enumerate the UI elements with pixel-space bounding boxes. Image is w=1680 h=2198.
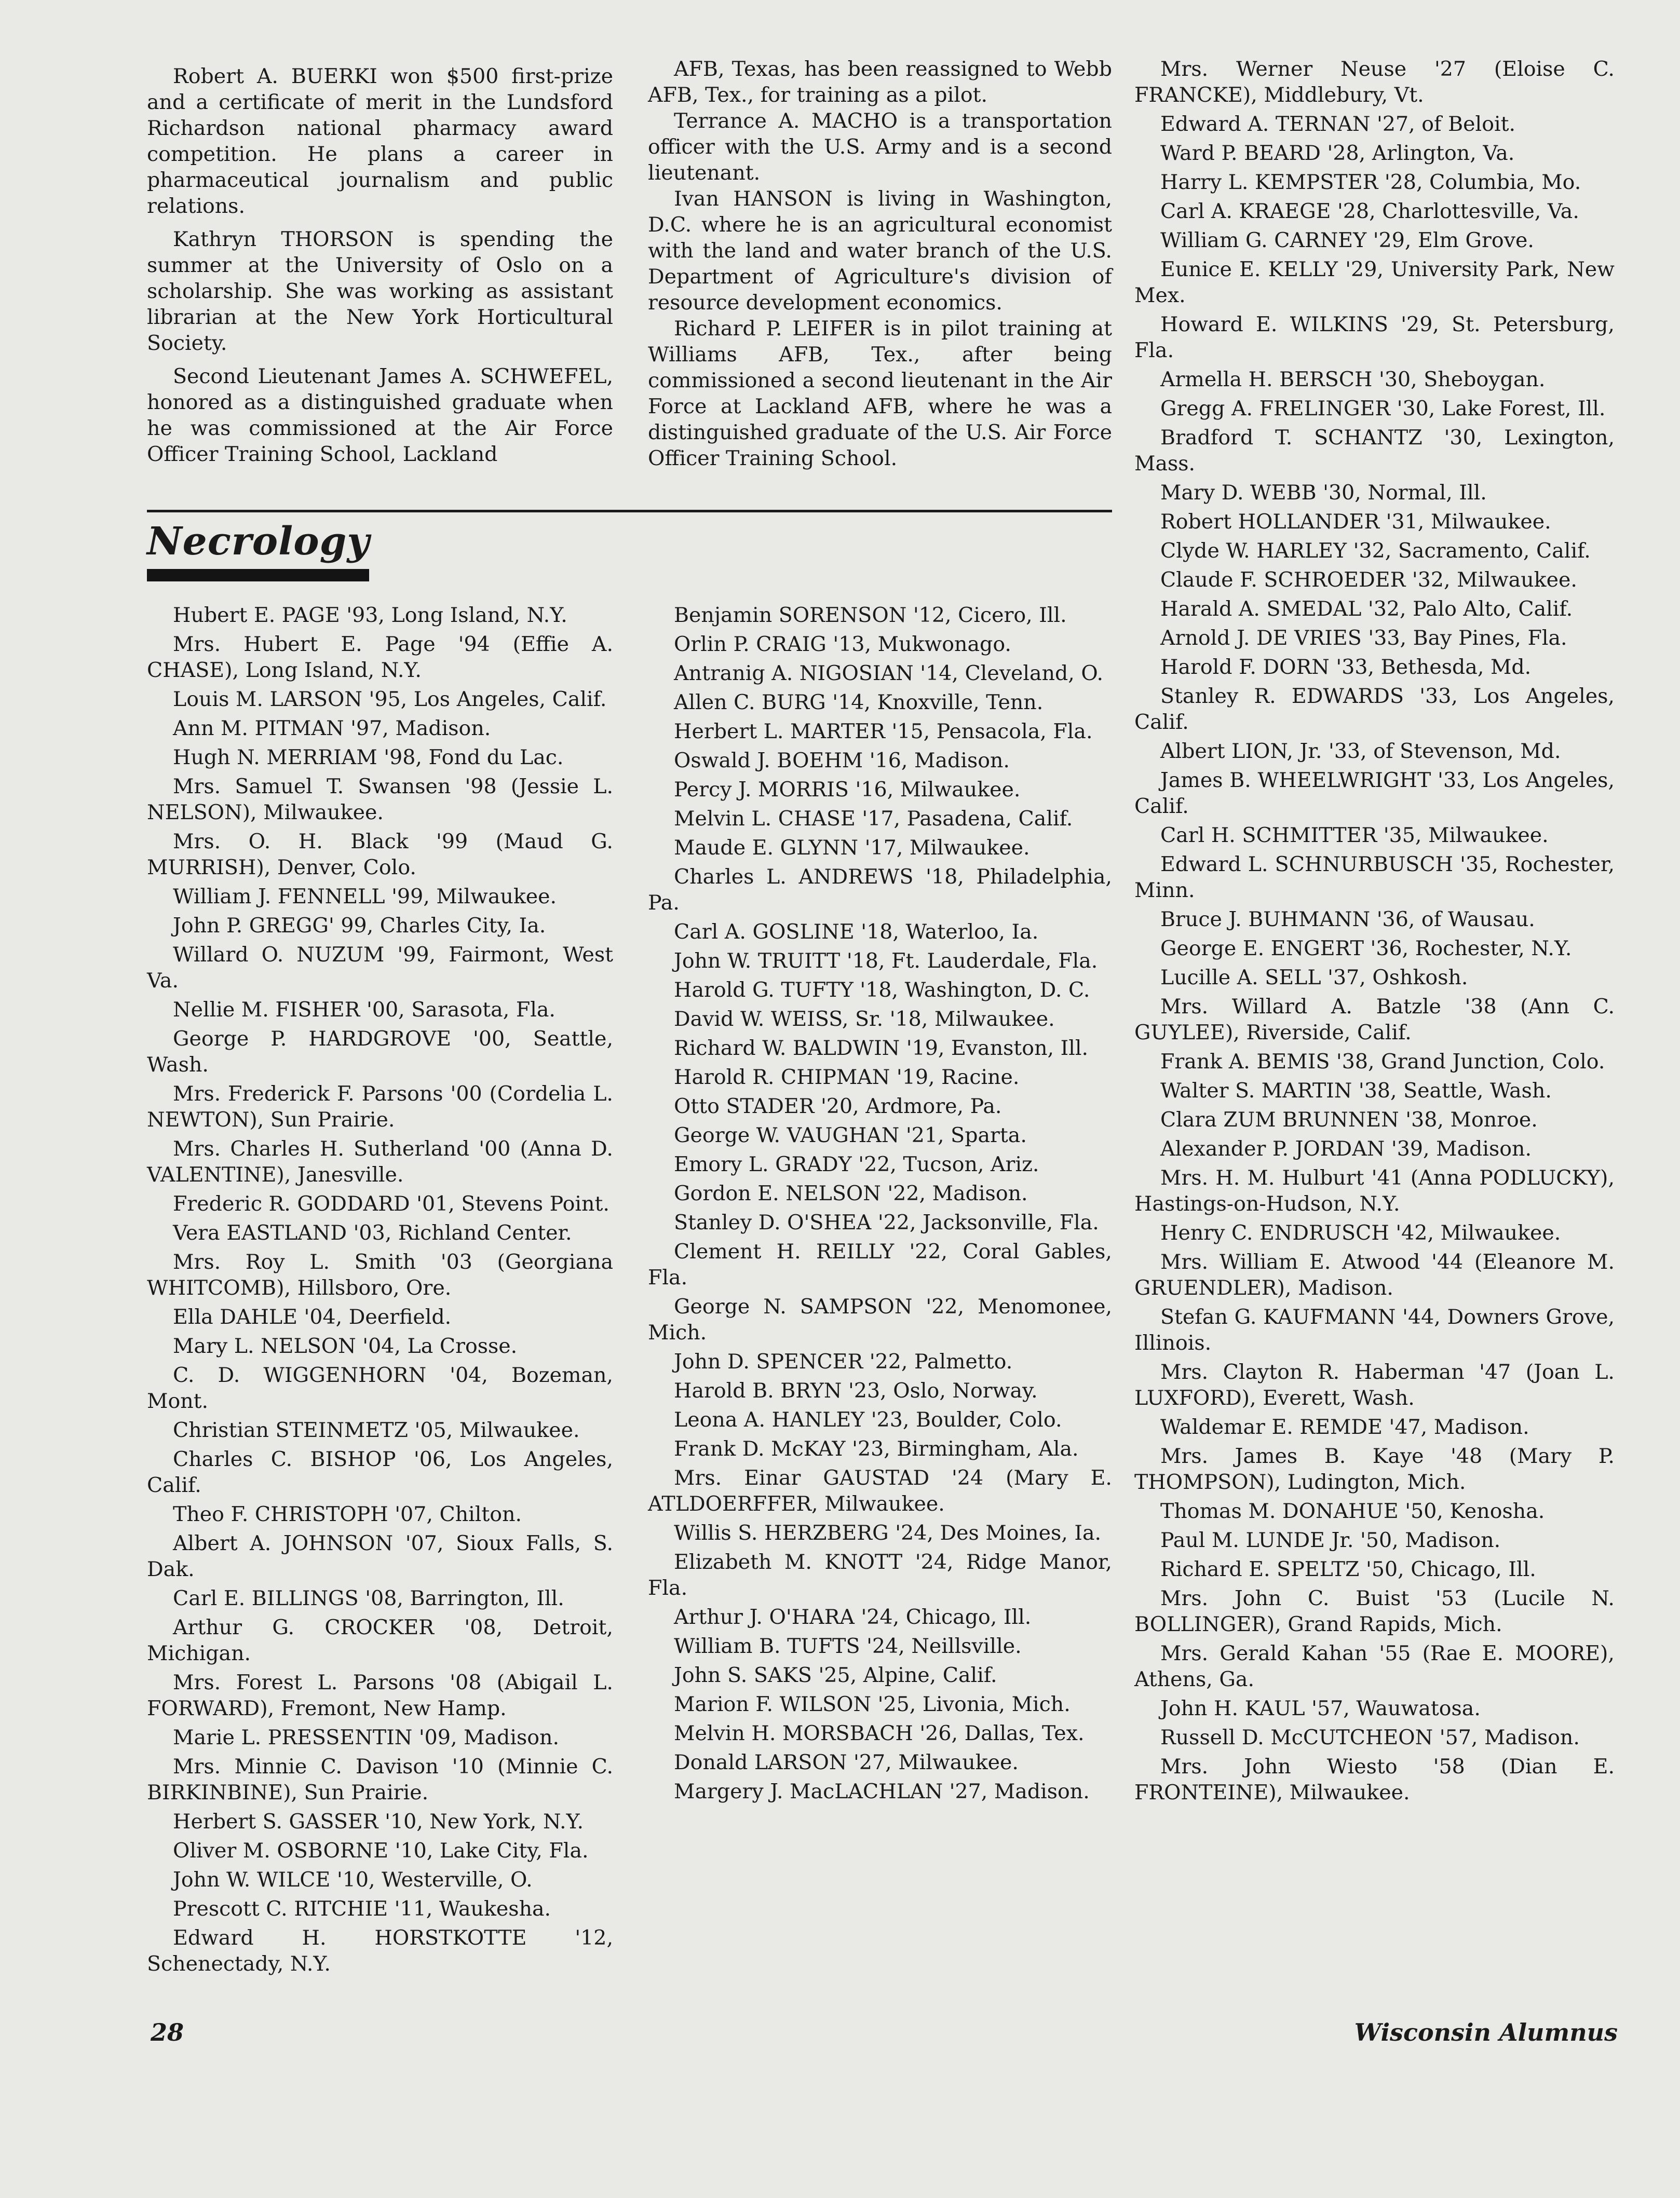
- necrology-entry: Bruce J. BUHMANN '36, of Wausau.: [1160, 907, 1535, 931]
- necrology-entry: Hugh N. MERRIAM '98, Fond du Lac.: [173, 745, 564, 769]
- necrology-entry: Harry L. KEMPSTER '28, Columbia, Mo.: [1160, 170, 1581, 194]
- necrology-entry: George N. SAMPSON '22, Menomonee, Mich.: [648, 1295, 1112, 1345]
- necrology-heading-underline: [147, 569, 369, 581]
- necrology-entry: Harald A. SMEDAL '32, Palo Alto, Calif.: [1160, 597, 1573, 621]
- necrology-entry: Mary D. WEBB '30, Normal, Ill.: [1160, 481, 1487, 505]
- necrology-entry: Willard O. NUZUM '99, Fairmont, West Va.: [147, 943, 613, 993]
- necrology-entry: Albert A. JOHNSON '07, Sioux Falls, S. Dak.: [147, 1531, 613, 1581]
- necrology-entry: Leona A. HANLEY '23, Boulder, Colo.: [674, 1408, 1062, 1432]
- necrology-entry: Mrs. Clayton R. Haberman '47 (Joan L. LUXFORD), Everett, Wash.: [1134, 1360, 1615, 1410]
- necrology-entry: Vera EASTLAND '03, Richland Center.: [173, 1221, 572, 1245]
- necrology-entry: Mrs. H. M. Hulburt '41 (Anna PODLUCKY), Hastings-on-Hudson, N.Y.: [1134, 1166, 1615, 1216]
- necrology-entry: Margery J. MacLACHLAN '27, Madison.: [674, 1780, 1090, 1803]
- necrology-entry: Walter S. MARTIN '38, Seattle, Wash.: [1160, 1079, 1552, 1103]
- magazine-title: Wisconsin Alumnus: [1354, 2018, 1618, 2046]
- necrology-entry: Arthur G. CROCKER '08, Detroit, Michigan.: [147, 1616, 613, 1665]
- alumni-note-paragraph: Second Lieutenant James A. SCHWEFEL, honored as a distinguished graduate when he was commissioned at the Air Force Officer Training School, Lackland: [147, 364, 613, 466]
- necrology-entry: Donald LARSON '27, Milwaukee.: [674, 1751, 1019, 1774]
- necrology-entry: Frederic R. GODDARD '01, Stevens Point.: [173, 1192, 609, 1216]
- necrology-entry: William B. TUFTS '24, Neillsville.: [674, 1634, 1022, 1658]
- necrology-entry: Mrs. Hubert E. Page '94 (Effie A. CHASE), Long Island, N.Y.: [147, 632, 613, 682]
- necrology-entry: Marie L. PRESSENTIN '09, Madison.: [173, 1726, 560, 1749]
- alumni-note-paragraph: Terrance A. MACHO is a transportation officer with the U.S. Army and is a second lieutenant.: [648, 109, 1112, 185]
- necrology-entry: Armella H. BERSCH '30, Sheboygan.: [1160, 368, 1546, 391]
- necrology-entry: Christian STEINMETZ '05, Milwaukee.: [173, 1418, 580, 1442]
- necrology-entry: John P. GREGG' 99, Charles City, Ia.: [173, 914, 546, 938]
- necrology-entry: Mrs. Charles H. Sutherland '00 (Anna D. VALENTINE), Janesville.: [147, 1137, 613, 1187]
- necrology-entry: Charles C. BISHOP '06, Los Angeles, Calif.: [147, 1447, 613, 1497]
- necrology-entry: Louis M. LARSON '95, Los Angeles, Calif.: [173, 687, 607, 711]
- necrology-entry: John H. KAUL '57, Wauwatosa.: [1160, 1697, 1481, 1720]
- necrology-entry: Claude F. SCHROEDER '32, Milwaukee.: [1160, 568, 1577, 592]
- necrology-entry: Henry C. ENDRUSCH '42, Milwaukee.: [1160, 1221, 1561, 1245]
- alumni-note-paragraph: Richard P. LEIFER is in pilot training at Williams AFB, Tex., after being commissioned a second lieutenant in the Air Force at Lackland AFB, where he was a distinguished graduate of the U.S. Air Force Officer Training School.: [648, 317, 1112, 470]
- necrology-entry: Charles L. ANDREWS '18, Philadelphia, Pa.: [648, 865, 1112, 915]
- necrology-entry: Arnold J. DE VRIES '33, Bay Pines, Fla.: [1160, 626, 1567, 650]
- necrology-entry: Edward H. HORSTKOTTE '12, Schenectady, N.Y.: [147, 1926, 613, 1976]
- necrology-entry: Allen C. BURG '14, Knoxville, Tenn.: [674, 690, 1044, 714]
- column-left-necrology: [147, 602, 613, 1980]
- necrology-entry: Waldemar E. REMDE '47, Madison.: [1160, 1415, 1529, 1439]
- necrology-entry: Elizabeth M. KNOTT '24, Ridge Manor, Fla.: [648, 1550, 1112, 1600]
- necrology-entry: Emory L. GRADY '22, Tucson, Ariz.: [674, 1152, 1039, 1176]
- necrology-entry: Willis S. HERZBERG '24, Des Moines, Ia.: [674, 1521, 1102, 1545]
- necrology-entry: John S. SAKS '25, Alpine, Calif.: [674, 1663, 997, 1687]
- necrology-entry: Otto STADER '20, Ardmore, Pa.: [674, 1094, 1002, 1118]
- necrology-entry: Bradford T. SCHANTZ '30, Lexington, Mass.: [1134, 426, 1615, 476]
- necrology-entry: Richard W. BALDWIN '19, Evanston, Ill.: [674, 1036, 1089, 1060]
- necrology-entry: Howard E. WILKINS '29, St. Petersburg, Fla.: [1134, 313, 1615, 362]
- necrology-entry: Orlin P. CRAIG '13, Mukwonago.: [674, 632, 1011, 656]
- column-middle-necrology: [648, 602, 1112, 1808]
- necrology-entry: Mrs. Forest L. Parsons '08 (Abigail L. FORWARD), Fremont, New Hamp.: [147, 1671, 613, 1720]
- necrology-entry: Carl E. BILLINGS '08, Barrington, Ill.: [173, 1586, 564, 1610]
- necrology-entry: Carl A. GOSLINE '18, Waterloo, Ia.: [674, 920, 1039, 944]
- necrology-entry: Mrs. Minnie C. Davison '10 (Minnie C. BIRKINBINE), Sun Prairie.: [147, 1755, 613, 1804]
- necrology-entry: Carl A. KRAEGE '28, Charlottesville, Va.: [1160, 199, 1579, 223]
- necrology-entry: Carl H. SCHMITTER '35, Milwaukee.: [1160, 823, 1549, 847]
- necrology-entry: Edward L. SCHNURBUSCH '35, Rochester, Minn.: [1134, 852, 1615, 902]
- necrology-entry: Mrs. Willard A. Batzle '38 (Ann C. GUYLEE), Riverside, Calif.: [1134, 995, 1615, 1044]
- necrology-heading: Necrology: [147, 519, 370, 564]
- necrology-entry: Clara ZUM BRUNNEN '38, Monroe.: [1160, 1108, 1538, 1132]
- necrology-entry: Harold B. BRYN '23, Oslo, Norway.: [674, 1379, 1038, 1403]
- necrology-entry: Ward P. BEARD '28, Arlington, Va.: [1160, 141, 1515, 165]
- necrology-entry: Frank D. McKAY '23, Birmingham, Ala.: [674, 1437, 1079, 1461]
- necrology-entry: William J. FENNELL '99, Milwaukee.: [173, 885, 557, 908]
- necrology-entry: Oliver M. OSBORNE '10, Lake City, Fla.: [173, 1839, 589, 1863]
- necrology-entry: Lucille A. SELL '37, Oshkosh.: [1160, 966, 1468, 989]
- necrology-entry: Theo F. CHRISTOPH '07, Chilton.: [173, 1502, 522, 1526]
- necrology-entry: Paul M. LUNDE Jr. '50, Madison.: [1160, 1528, 1501, 1552]
- necrology-entry: Herbert L. MARTER '15, Pensacola, Fla.: [674, 720, 1093, 743]
- necrology-entry: Russell D. McCUTCHEON '57, Madison.: [1160, 1726, 1580, 1749]
- column-right-necrology: [1134, 56, 1615, 1809]
- necrology-entry: Mrs. Frederick F. Parsons '00 (Cordelia L. NEWTON), Sun Prairie.: [147, 1082, 613, 1132]
- alumni-note-paragraph: Ivan HANSON is living in Washington, D.C. where he is an agricultural economist with the land and water branch of the U.S. Department of Agriculture's division of resource development economics.: [648, 187, 1112, 315]
- necrology-entry: George W. VAUGHAN '21, Sparta.: [674, 1123, 1027, 1147]
- necrology-entry: Mrs. William E. Atwood '44 (Eleanore M. GRUENDLER), Madison.: [1134, 1250, 1615, 1300]
- necrology-entry: Eunice E. KELLY '29, University Park, New Mex.: [1134, 257, 1615, 307]
- necrology-entry: Oswald J. BOEHM '16, Madison.: [674, 749, 1010, 772]
- necrology-entry: Mrs. John C. Buist '53 (Lucile N. BOLLINGER), Grand Rapids, Mich.: [1134, 1586, 1615, 1636]
- necrology-entry: Stanley R. EDWARDS '33, Los Angeles, Calif.: [1134, 684, 1615, 734]
- section-divider: [147, 510, 1112, 512]
- necrology-entry: Mrs. Gerald Kahan '55 (Rae E. MOORE), Athens, Ga.: [1134, 1641, 1615, 1691]
- alumni-note-paragraph: Kathryn THORSON is spending the summer at the University of Oslo on a scholarship. She was working as assistant librarian at the New York Horticultural Society.: [147, 227, 613, 355]
- necrology-entry: Ella DAHLE '04, Deerfield.: [173, 1305, 452, 1329]
- necrology-entry: John W. WILCE '10, Westerville, O.: [173, 1868, 533, 1892]
- necrology-entry: Ann M. PITMAN '97, Madison.: [173, 716, 491, 740]
- necrology-entry: Mary L. NELSON '04, La Crosse.: [173, 1334, 518, 1358]
- necrology-entry: C. D. WIGGENHORN '04, Bozeman, Mont.: [147, 1363, 613, 1413]
- necrology-entry: William G. CARNEY '29, Elm Grove.: [1160, 228, 1534, 252]
- necrology-entry: Mrs. O. H. Black '99 (Maud G. MURRISH), Denver, Colo.: [147, 830, 613, 879]
- necrology-entry: Benjamin SORENSON '12, Cicero, Ill.: [674, 603, 1067, 627]
- necrology-entry: Percy J. MORRIS '16, Milwaukee.: [674, 778, 1021, 802]
- page-number: 28: [151, 2018, 184, 2046]
- necrology-entry: Stefan G. KAUFMANN '44, Downers Grove, Illinois.: [1134, 1305, 1615, 1355]
- necrology-entry: Mrs. Einar GAUSTAD '24 (Mary E. ATLDOERFFER, Milwaukee.: [648, 1466, 1112, 1516]
- necrology-entry: Arthur J. O'HARA '24, Chicago, Ill.: [674, 1605, 1032, 1629]
- necrology-entry: John D. SPENCER '22, Palmetto.: [674, 1350, 1013, 1374]
- necrology-entry: Harold R. CHIPMAN '19, Racine.: [674, 1065, 1020, 1089]
- necrology-entry: George P. HARDGROVE '00, Seattle, Wash.: [147, 1027, 613, 1077]
- necrology-entry: Clement H. REILLY '22, Coral Gables, Fla.: [648, 1240, 1112, 1290]
- necrology-entry: John W. TRUITT '18, Ft. Lauderdale, Fla.: [674, 949, 1098, 973]
- necrology-entry: Maude E. GLYNN '17, Milwaukee.: [674, 836, 1030, 860]
- necrology-entry: Harold G. TUFTY '18, Washington, D. C.: [674, 978, 1090, 1002]
- necrology-entry: Prescott C. RITCHIE '11, Waukesha.: [173, 1897, 551, 1921]
- necrology-entry: Frank A. BEMIS '38, Grand Junction, Colo.: [1160, 1050, 1605, 1074]
- necrology-entry: Antranig A. NIGOSIAN '14, Cleveland, O.: [674, 661, 1104, 685]
- column-left-alumni-notes: [147, 56, 613, 467]
- necrology-entry: Hubert E. PAGE '93, Long Island, N.Y.: [173, 603, 567, 627]
- necrology-entry: Gregg A. FRELINGER '30, Lake Forest, Ill.: [1160, 397, 1606, 420]
- necrology-entry: Alexander P. JORDAN '39, Madison.: [1160, 1137, 1532, 1161]
- necrology-entry: Mrs. Werner Neuse '27 (Eloise C. FRANCKE), Middlebury, Vt.: [1134, 57, 1615, 107]
- necrology-entry: George E. ENGERT '36, Rochester, N.Y.: [1160, 937, 1572, 960]
- necrology-entry: Nellie M. FISHER '00, Sarasota, Fla.: [173, 998, 556, 1022]
- necrology-entry: Melvin H. MORSBACH '26, Dallas, Tex.: [674, 1721, 1085, 1745]
- necrology-entry: Stanley D. O'SHEA '22, Jacksonville, Fla.: [674, 1211, 1099, 1234]
- necrology-entry: Mrs. Samuel T. Swansen '98 (Jessie L. NELSON), Milwaukee.: [147, 775, 613, 824]
- necrology-entry: Richard E. SPELTZ '50, Chicago, Ill.: [1160, 1557, 1536, 1581]
- necrology-entry: Mrs. John Wiesto '58 (Dian E. FRONTEINE), Milwaukee.: [1134, 1755, 1615, 1804]
- alumni-note-paragraph: AFB, Texas, has been reassigned to Webb AFB, Tex., for training as a pilot.: [648, 57, 1112, 107]
- necrology-entry: Mrs. James B. Kaye '48 (Mary P. THOMPSON), Ludington, Mich.: [1134, 1444, 1615, 1494]
- column-middle-alumni-notes: [648, 56, 1112, 471]
- alumni-note-paragraph: Robert A. BUERKI won $500 first-prize and a certificate of merit in the Lundsford Richardson national pharmacy award competition. He plans a career in pharmaceutical journalism and public relations.: [147, 64, 613, 218]
- necrology-entry: Harold F. DORN '33, Bethesda, Md.: [1160, 655, 1532, 679]
- necrology-entry: Mrs. Roy L. Smith '03 (Georgiana WHITCOMB), Hillsboro, Ore.: [147, 1250, 613, 1300]
- necrology-entry: Gordon E. NELSON '22, Madison.: [674, 1182, 1028, 1205]
- necrology-entry: Robert HOLLANDER '31, Milwaukee.: [1160, 510, 1551, 534]
- necrology-entry: Thomas M. DONAHUE '50, Kenosha.: [1160, 1499, 1545, 1523]
- necrology-entry: Marion F. WILSON '25, Livonia, Mich.: [674, 1692, 1071, 1716]
- necrology-entry: Melvin L. CHASE '17, Pasadena, Calif.: [674, 807, 1073, 831]
- necrology-entry: David W. WEISS, Sr. '18, Milwaukee.: [674, 1007, 1055, 1031]
- necrology-entry: Albert LION, Jr. '33, of Stevenson, Md.: [1160, 739, 1561, 763]
- necrology-entry: James B. WHEELWRIGHT '33, Los Angeles, Calif.: [1134, 768, 1615, 818]
- necrology-entry: Herbert S. GASSER '10, New York, N.Y.: [173, 1810, 584, 1834]
- necrology-entry: Edward A. TERNAN '27, of Beloit.: [1160, 112, 1516, 136]
- necrology-entry: Clyde W. HARLEY '32, Sacramento, Calif.: [1160, 539, 1591, 563]
